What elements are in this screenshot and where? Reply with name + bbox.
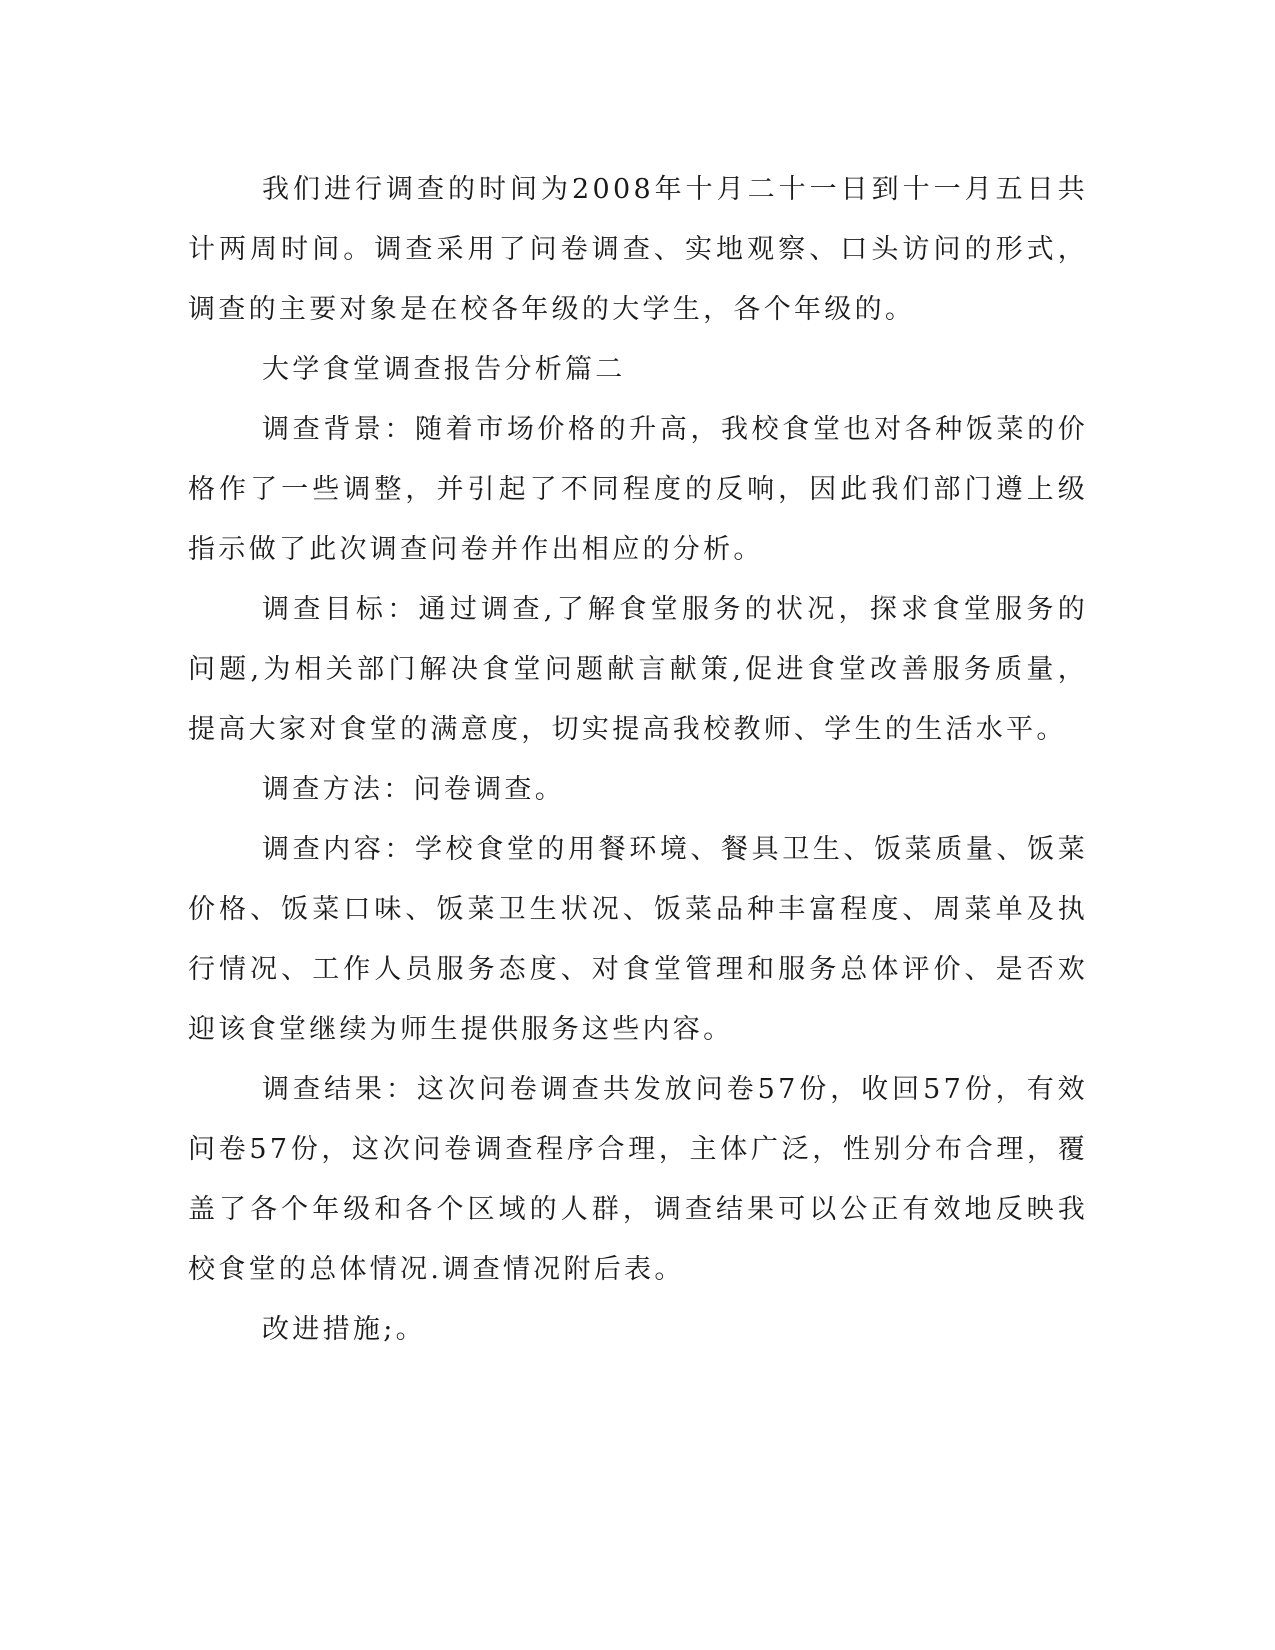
paragraph-survey-result: 调查结果：这次问卷调查共发放问卷57份，收回57份，有效问卷57份，这次问卷调查程序合理，主体广泛，性别分布合理，覆盖了各个年级和各个区域的人群，调查结果可以公正有效地反映我校食堂的总体情况.调查情况附后表。	[188, 1074, 1088, 1285]
paragraph-survey-method: 调查方法：问卷调查。	[262, 774, 565, 805]
section-heading: 大学食堂调查报告分析篇二	[262, 354, 626, 385]
document-body	[188, 160, 1088, 1360]
paragraph-improvement-measures: 改进措施;。	[262, 1314, 426, 1345]
paragraph-survey-goal: 调查目标：通过调查,了解食堂服务的状况，探求食堂服务的问题,为相关部门解决食堂问题献言献策,促进食堂改善服务质量，提高大家对食堂的满意度，切实提高我校教师、学生的生活水平。	[188, 594, 1088, 745]
paragraph-survey-background: 调查背景：随着市场价格的升高，我校食堂也对各种饭菜的价格作了一些调整，并引起了不同程度的反响，因此我们部门遵上级指示做了此次调查问卷并作出相应的分析。	[188, 414, 1088, 565]
paragraph-survey-content: 调查内容：学校食堂的用餐环境、餐具卫生、饭菜质量、饭菜价格、饭菜口味、饭菜卫生状况、饭菜品种丰富程度、周菜单及执行情况、工作人员服务态度、对食堂管理和服务总体评价、是否欢迎该食堂继续为师生提供服务这些内容。	[188, 834, 1088, 1045]
paragraph-survey-period: 我们进行调查的时间为2008年十月二十一日到十一月五日共计两周时间。调查采用了问卷调查、实地观察、口头访问的形式，调查的主要对象是在校各年级的大学生，各个年级的。	[188, 174, 1088, 325]
